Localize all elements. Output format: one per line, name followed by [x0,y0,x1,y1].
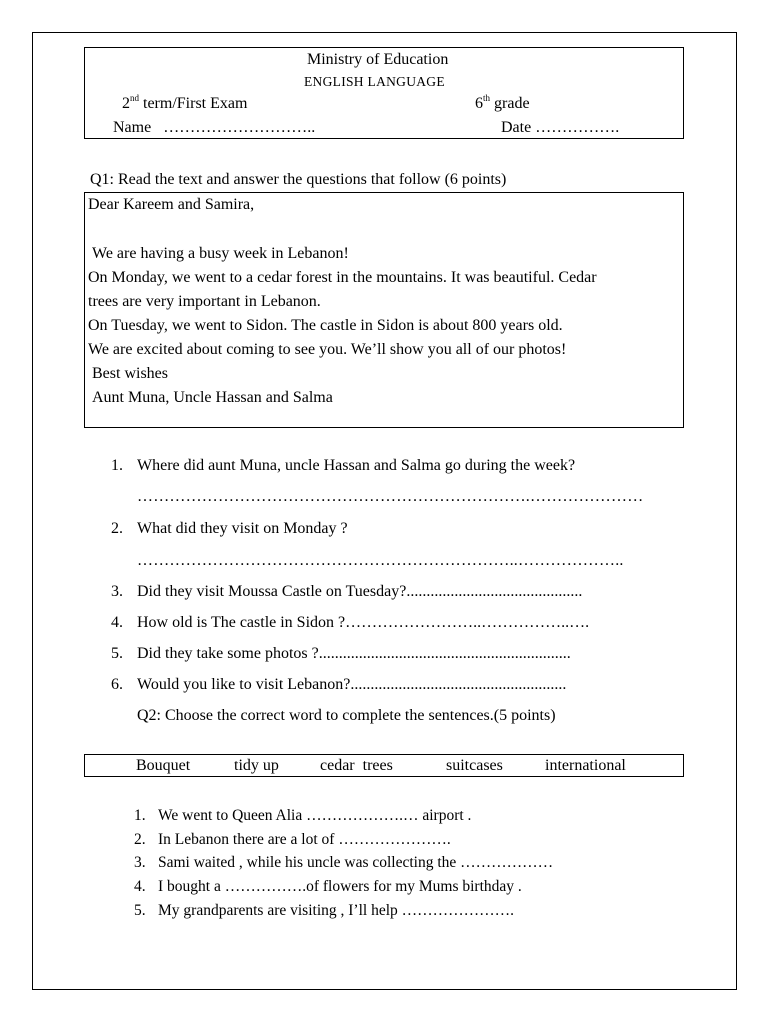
date-field[interactable] [501,120,619,136]
word-international: international [545,757,626,774]
grade-label: 6th grade [475,93,530,112]
date-label: Date [501,119,532,136]
letter-line: We are having a busy week in Lebanon! [92,245,349,262]
name-label: Name [113,119,152,136]
question-5[interactable]: 5. Did they take some photos ?............................................................... [111,645,571,662]
name-blank[interactable]: ……………………….. [163,119,316,136]
name-field[interactable] [113,120,315,136]
question-4[interactable]: 4. How old is The castle in Sidon ?……………………..……………..…. [111,614,590,631]
ministry-title: Ministry of Education [307,51,449,68]
letter-line: We are excited about coming to see you. We’ll show you all of our photos! [88,341,567,358]
letter-line: On Tuesday, we went to Sidon. The castle in Sidon is about 800 years old. [88,317,563,334]
question-2: 2. What did they visit on Monday ? [111,520,348,537]
letter-line: On Monday, we went to a cedar forest in the mountains. It was beautiful. Cedar [88,269,597,286]
question-3[interactable]: 3. Did they visit Moussa Castle on Tuesday?............................................ [111,583,583,600]
letter-line: Best wishes [92,365,168,382]
sentence-2[interactable]: 2. In Lebanon there are a lot of …………………. [134,831,451,848]
sentence-4[interactable]: 4. I bought a …………….of flowers for my Mums birthday . [134,878,522,895]
term-label: 2nd term/First Exam [122,93,248,112]
subject-title: ENGLISH LANGUAGE [304,74,445,89]
word-bouquet: Bouquet [136,757,191,774]
letter-line: trees are very important in Lebanon. [88,293,321,310]
answer-line-1[interactable]: ……………………………………………………………….………………… [137,488,644,505]
question-6[interactable]: 6. Would you like to visit Lebanon?...................................................... [111,676,567,693]
answer-line-2[interactable]: ……………………………………………………………..……………….. [137,552,624,569]
word-suitcases: suitcases [446,757,503,774]
q2-title: Q2: Choose the correct word to complete the sentences.(5 points) [137,707,556,724]
word-tidy-up: tidy up [234,757,279,774]
sentence-5[interactable]: 5. My grandparents are visiting , I’ll help …………………. [134,902,515,919]
question-1: 1. Where did aunt Muna, uncle Hassan and Salma go during the week? [111,457,576,474]
letter-line: Aunt Muna, Uncle Hassan and Salma [92,389,333,406]
letter-line: Dear Kareem and Samira, [88,196,255,213]
word-cedar-trees: cedar trees [320,757,393,774]
q1-title: Q1: Read the text and answer the questions that follow (6 points) [90,171,507,188]
date-blank[interactable]: ……………. [535,119,620,136]
sentence-3[interactable]: 3. Sami waited , while his uncle was collecting the ……………… [134,854,554,871]
sentence-1[interactable]: 1. We went to Queen Alia ……………….… airport . [134,807,472,824]
